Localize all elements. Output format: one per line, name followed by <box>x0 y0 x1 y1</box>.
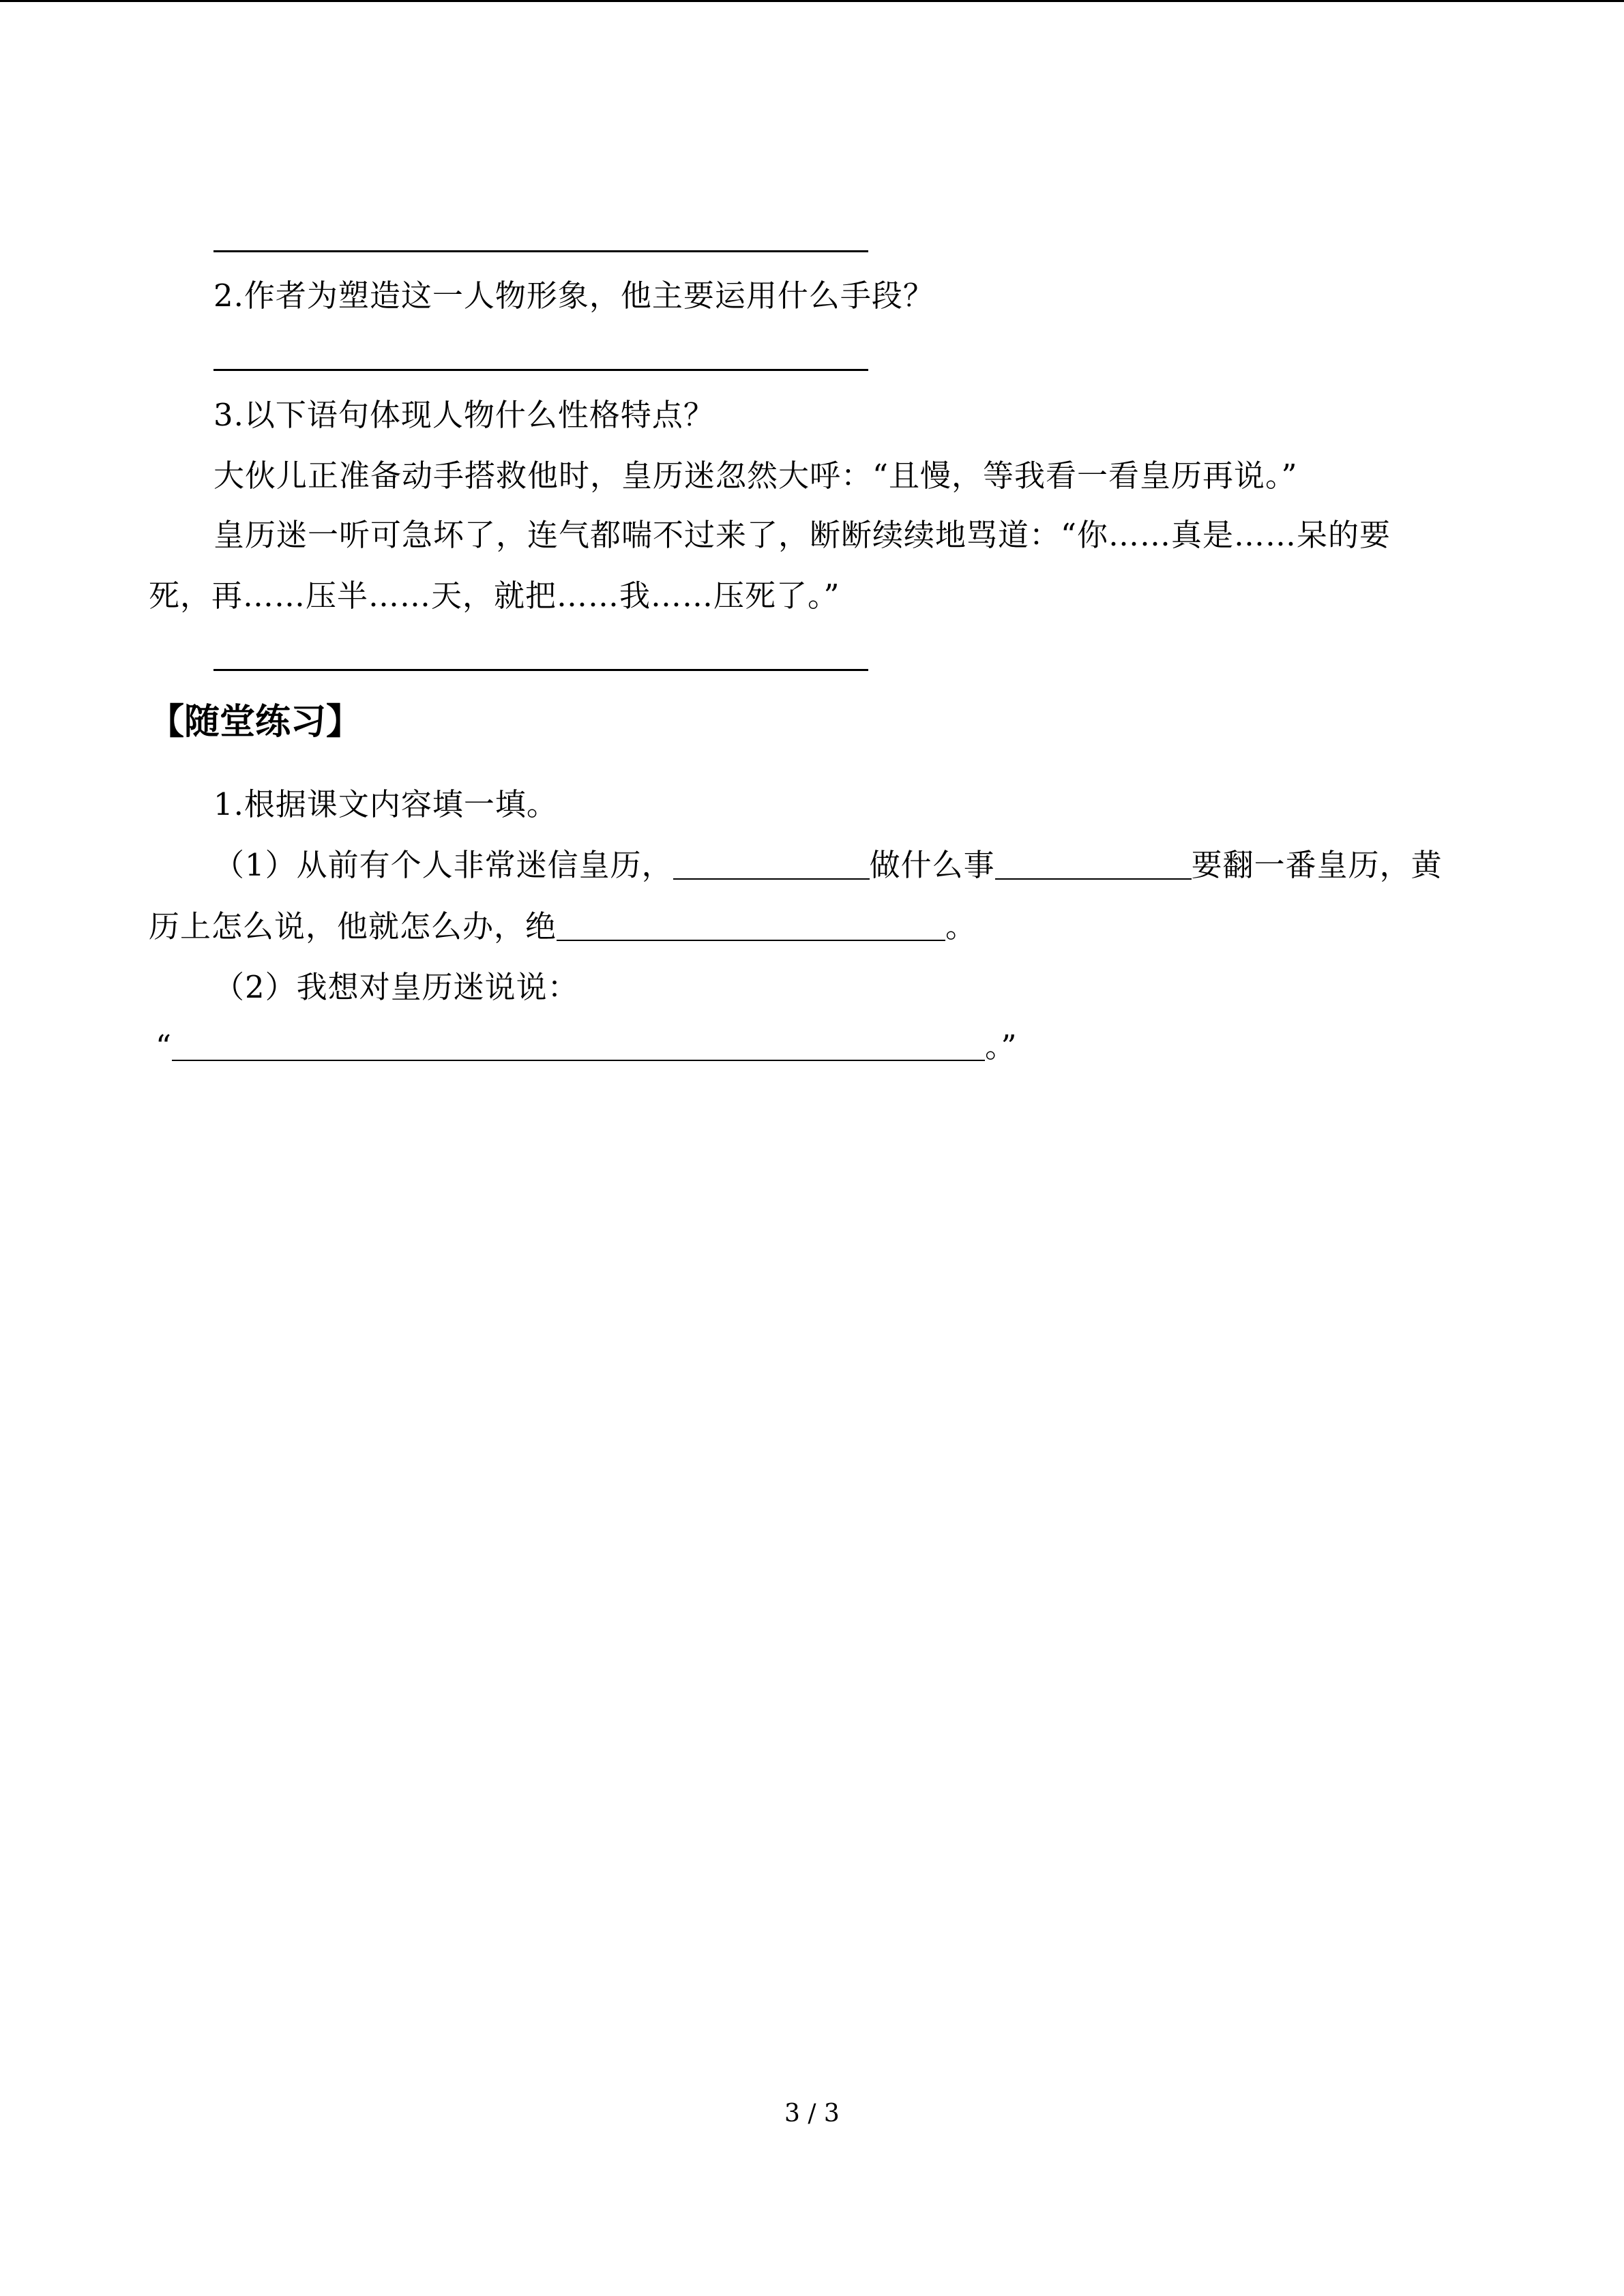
exercise-1-text-b: 做什么事 <box>869 847 995 883</box>
exercise-1-text-a: （1）从前有个人非常迷信皇历， <box>213 847 673 883</box>
answer-line-q3[interactable] <box>213 669 868 671</box>
exercise-1-text-end: 。 <box>945 908 977 944</box>
exercise-1-text-d: 历上怎么说，他就怎么办，绝 <box>149 908 557 944</box>
question-3-quote-2-line-2: 死，再……压半……天，就把……我……压死了。” <box>149 578 840 614</box>
fill-blank-1[interactable] <box>673 878 870 880</box>
question-2: 2.作者为塑造这一人物形象，他主要运用什么手段？ <box>213 278 934 314</box>
exercise-2-prompt: （2）我想对皇历迷说说： <box>213 969 579 1005</box>
exercise-2-answer-line <box>156 1028 1018 1064</box>
fill-blank-3[interactable] <box>557 940 945 941</box>
exercise-1-line-2 <box>149 908 977 944</box>
question-3: 3.以下语句体现人物什么性格特点？ <box>213 397 715 433</box>
fill-blank-2[interactable] <box>995 878 1192 880</box>
question-3-quote-2-line-1: 皇历迷一听可急坏了，连气都喘不过来了，断断续续地骂道：“你……真是……呆的要 <box>213 517 1391 553</box>
question-3-quote-1: 大伙儿正准备动手搭救他时，皇历迷忽然大呼：“且慢，等我看一看皇历再说。” <box>213 458 1298 494</box>
page-number: 3 / 3 <box>784 2100 840 2128</box>
section-heading-practice: 【随堂练习】 <box>149 702 362 743</box>
close-quote: 。” <box>985 1028 1018 1064</box>
answer-line-q1[interactable] <box>213 250 868 252</box>
page-top-border <box>0 0 1624 2</box>
exercise-1-line-1 <box>213 847 1443 883</box>
open-quote: “ <box>156 1028 173 1064</box>
answer-line-q2[interactable] <box>213 369 868 371</box>
exercise-1-text-c: 要翻一番皇历，黄 <box>1191 847 1443 883</box>
fill-blank-4[interactable] <box>172 1060 985 1061</box>
exercise-item-1: 1.根据课文内容填一填。 <box>213 786 558 822</box>
